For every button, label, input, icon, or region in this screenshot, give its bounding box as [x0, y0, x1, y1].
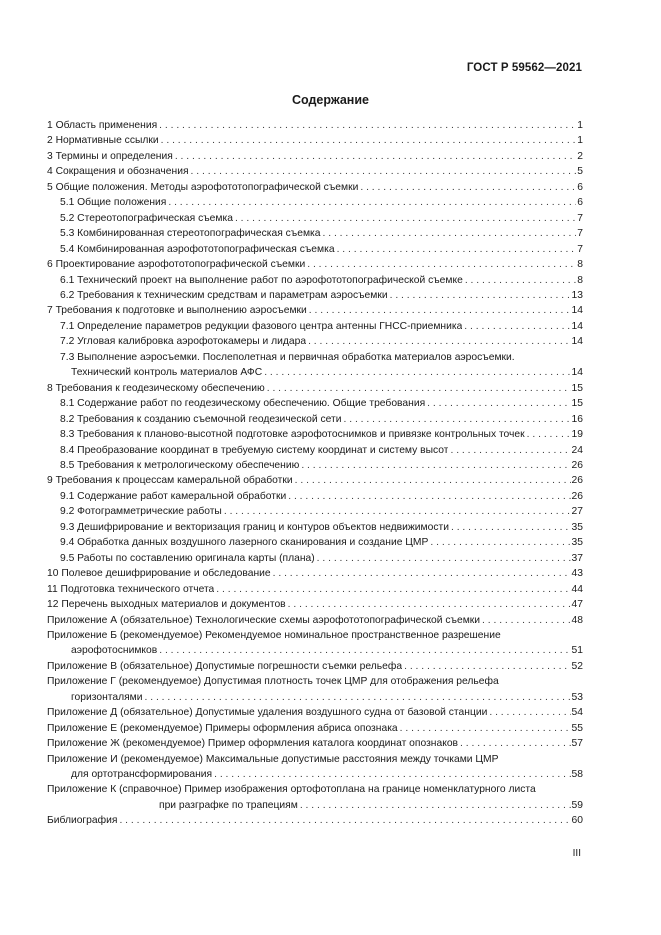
toc-entry-page: 19: [571, 429, 583, 441]
toc-entry-page: 43: [571, 568, 583, 580]
toc-entry-page: 54: [571, 707, 583, 719]
toc-entry-text: 9.5 Работы по составлению оригинала карты (плана): [60, 552, 315, 564]
toc-entry[interactable]: [47, 149, 583, 164]
toc-entry[interactable]: [47, 798, 583, 813]
toc-entry-page: 6: [577, 197, 583, 209]
toc-leader-dots: [451, 520, 571, 535]
toc-entry[interactable]: [47, 412, 583, 427]
toc-entry-page: 47: [571, 599, 583, 611]
toc-entry[interactable]: [47, 628, 583, 643]
toc-leader-dots: [273, 566, 571, 581]
toc-entry-text: 12 Перечень выходных материалов и документов: [47, 599, 286, 611]
toc-leader-dots: [175, 149, 576, 164]
toc-entry-text: Библиография: [47, 815, 118, 827]
toc-leader-dots: [427, 396, 570, 411]
toc-entry-text: Приложение Б (рекомендуемое) Рекомендуемое номинальное пространственное разрешение: [47, 629, 501, 641]
toc-entry-page: 6: [577, 181, 583, 193]
page-number: III: [572, 848, 581, 859]
toc-entry-page: 16: [571, 413, 583, 425]
toc-entry[interactable]: [47, 597, 583, 612]
toc-leader-dots: [216, 582, 570, 597]
toc-entry[interactable]: [47, 767, 583, 782]
toc-entry[interactable]: [47, 133, 583, 148]
toc-leader-dots: [191, 164, 577, 179]
toc-entry-text: 5.4 Комбинированная аэрофототопографическая съемка: [60, 243, 335, 255]
toc-entry-text: 5.1 Общие положения: [60, 197, 167, 209]
toc-entry[interactable]: [47, 535, 583, 550]
toc-entry-text: 5.3 Комбинированная стереотопографическая съемка: [60, 228, 321, 240]
toc-entry-text: 8.2 Требования к созданию съемочной геодезической сети: [60, 413, 342, 425]
toc-leader-dots: [527, 427, 571, 442]
toc-entry-page: 58: [571, 769, 583, 781]
toc-entry-page: 52: [571, 660, 583, 672]
toc-entry-page: 59: [571, 799, 583, 811]
toc-leader-dots: [400, 721, 571, 736]
toc-entry-text: аэрофотоснимков: [71, 645, 158, 657]
toc-entry-page: 48: [571, 614, 583, 626]
toc-entry-text: 1 Область применения: [47, 120, 158, 131]
toc-entry[interactable]: [47, 674, 583, 689]
toc-leader-dots: [337, 242, 577, 257]
toc-entry-text: 6 Проектирование аэрофототопографической съемки: [47, 259, 306, 271]
toc-entry-page: 35: [571, 521, 583, 533]
toc-leader-dots: [465, 273, 576, 288]
toc-entry[interactable]: [47, 242, 583, 257]
toc-entry-page: 5: [577, 166, 583, 178]
toc-entry-page: 7: [577, 228, 583, 240]
toc-entry-page: 15: [571, 398, 583, 410]
toc-leader-dots: [430, 535, 570, 550]
toc-entry[interactable]: [47, 443, 583, 458]
toc-leader-dots: [309, 303, 571, 318]
toc-entry-page: 35: [571, 537, 583, 549]
toc-entry-text: Приложение Г (рекомендуемое) Допустимая плотность точек ЦМР для отображения рельефа: [47, 676, 499, 688]
toc-entry-page: 8: [577, 259, 583, 271]
toc-entry-page: 8: [577, 274, 583, 286]
toc-leader-dots: [235, 211, 576, 226]
toc-entry-page: 14: [571, 320, 583, 332]
toc-entry-text: 6.2 Требования к техническим средствам и параметрам аэросъемки: [60, 289, 388, 301]
toc-entry-text: при разграфке по трапециям: [159, 799, 298, 811]
toc-entry-text: Приложение А (обязательное) Технологические схемы аэрофототопографической съемки: [47, 614, 481, 626]
toc-entry-text: 8.3 Требования к планово-высотной подготовке аэрофотоснимков и привязке контрольных точек: [60, 429, 525, 441]
toc-entry-text: 7.2 Угловая калибровка аэрофотокамеры и лидара: [60, 336, 307, 348]
toc-entry[interactable]: [47, 257, 583, 272]
toc-entry[interactable]: [47, 211, 583, 226]
toc-leader-dots: [300, 798, 571, 813]
toc-entry-text: 9.1 Содержание работ камеральной обработки: [60, 490, 287, 502]
toc-entry-page: 37: [571, 552, 583, 564]
toc-entry[interactable]: [47, 319, 583, 334]
toc-entry-text: 7 Требования к подготовке и выполнению аэросъемки: [47, 305, 307, 317]
toc-entry[interactable]: [47, 396, 583, 411]
toc-entry-text: 8 Требования к геодезическому обеспечению: [47, 382, 265, 394]
toc-entry-page: 7: [577, 212, 583, 224]
toc-entry-text: Приложение К (справочное) Пример изображения ортофотоплана на границе номенклатурного листа: [47, 784, 536, 796]
toc-entry-text: 9.4 Обработка данных воздушного лазерного сканирования и создание ЦМР: [60, 537, 429, 549]
toc-entry[interactable]: [47, 118, 583, 133]
toc-entry-text: горизонталями: [71, 691, 143, 703]
toc-entry[interactable]: [47, 613, 583, 628]
toc-entry-text: 4 Сокращения и обозначения: [47, 166, 189, 178]
toc-entry[interactable]: [47, 520, 583, 535]
toc-entry[interactable]: [47, 226, 583, 241]
toc-entry[interactable]: [47, 551, 583, 566]
toc-entry-page: 24: [571, 444, 583, 456]
toc-leader-dots: [482, 613, 570, 628]
toc-entry[interactable]: [47, 782, 583, 797]
toc-entry[interactable]: [47, 690, 583, 705]
toc-entry-page: 1: [577, 135, 583, 147]
toc-entry-text: 9.3 Дешифрирование и векторизация границ и контуров объектов недвижимости: [60, 521, 449, 533]
toc-leader-dots: [224, 504, 571, 519]
toc-entry[interactable]: [47, 752, 583, 767]
toc-entry[interactable]: [47, 303, 583, 318]
toc-leader-dots: [344, 412, 571, 427]
toc-entry-page: 57: [571, 738, 583, 750]
toc-entry-text: 8.5 Требования к метрологическому обеспечению: [60, 459, 300, 471]
toc-entry-page: 51: [571, 645, 583, 657]
toc-entry[interactable]: [47, 381, 583, 396]
toc-entry-text: Приложение В (обязательное) Допустимые погрешности съемки рельефа: [47, 660, 403, 672]
toc-entry[interactable]: [47, 164, 583, 179]
toc-leader-dots: [145, 690, 571, 705]
toc-entry-text: 8.4 Преобразование координат в требуемую систему координат и систему высот: [60, 444, 449, 456]
toc-leader-dots: [119, 813, 570, 828]
toc-leader-dots: [404, 659, 570, 674]
toc-entry[interactable]: [47, 582, 583, 597]
toc-entry-text: 9.2 Фотограмметрические работы: [60, 506, 222, 518]
toc-leader-dots: [489, 705, 570, 720]
toc-entry-text: Технический контроль материалов АФС: [71, 367, 263, 379]
toc-entry-text: 10 Полевое дешифрирование и обследование: [47, 568, 271, 580]
toc-entry-text: 5.2 Стереотопографическая съемка: [60, 212, 233, 224]
toc-entry-page: 53: [571, 691, 583, 703]
toc-entry[interactable]: [47, 659, 583, 674]
toc-entry-page: 26: [571, 459, 583, 471]
toc-entry-text: 2 Нормативные ссылки: [47, 135, 159, 147]
toc-leader-dots: [168, 195, 576, 210]
toc-entry-page: 14: [571, 305, 583, 317]
toc-leader-dots: [288, 489, 570, 504]
toc-entry[interactable]: [47, 273, 583, 288]
toc-entry-page: 1: [577, 120, 583, 131]
toc-leader-dots: [308, 334, 570, 349]
toc-entry-text: Приложение Е (рекомендуемое) Примеры оформления абриса опознака: [47, 722, 398, 734]
toc-entry[interactable]: [47, 489, 583, 504]
toc-leader-dots: [450, 443, 570, 458]
toc-leader-dots: [464, 319, 570, 334]
toc-leader-dots: [317, 551, 571, 566]
toc-leader-dots: [159, 118, 576, 133]
toc-entry[interactable]: [47, 504, 583, 519]
toc-entry[interactable]: [47, 643, 583, 658]
toc-entry-text: Приложение Д (обязательное) Допустимые удаления воздушного судна от базовой станции: [47, 707, 488, 719]
toc-leader-dots: [288, 597, 571, 612]
toc-entry[interactable]: [47, 566, 583, 581]
toc-entry-text: 3 Термины и определения: [47, 150, 173, 162]
toc-entry-text: для ортотрансформирования: [71, 769, 213, 781]
toc-entry[interactable]: [47, 721, 583, 736]
toc-entry-page: 2: [577, 150, 583, 162]
toc-entry-page: 15: [571, 382, 583, 394]
toc-entry-text: Приложение И (рекомендуемое) Максимальные допустимые расстояния между точками ЦМР: [47, 753, 499, 765]
toc-entry-text: 5 Общие положения. Методы аэрофототопографической съемки: [47, 181, 359, 193]
toc-entry-page: 55: [571, 722, 583, 734]
toc-entry-text: 7.1 Определение параметров редукции фазового центра антенны ГНСС-приемника: [60, 320, 463, 332]
toc-entry[interactable]: [47, 458, 583, 473]
toc-leader-dots: [307, 257, 576, 272]
table-of-contents: [47, 118, 583, 829]
toc-leader-dots: [360, 180, 576, 195]
toc-entry[interactable]: [47, 334, 583, 349]
toc-entry[interactable]: [47, 705, 583, 720]
toc-leader-dots: [460, 736, 571, 751]
toc-entry-page: 26: [571, 490, 583, 502]
toc-entry[interactable]: [47, 473, 583, 488]
toc-leader-dots: [295, 473, 571, 488]
toc-leader-dots: [267, 381, 571, 396]
toc-entry-text: Приложение Ж (рекомендуемое) Пример оформления каталога координат опознаков: [47, 738, 459, 750]
toc-entry-text: 11 Подготовка технического отчета: [47, 583, 215, 595]
toc-entry[interactable]: [47, 813, 583, 828]
toc-entry-page: 44: [571, 583, 583, 595]
toc-leader-dots: [323, 226, 577, 241]
document-code: ГОСТ Р 59562—2021: [466, 62, 582, 74]
toc-entry-text: 6.1 Технический проект на выполнение работ по аэрофототопографической съемке: [60, 274, 463, 286]
toc-entry[interactable]: [47, 195, 583, 210]
toc-entry-page: 60: [571, 815, 583, 827]
toc-entry[interactable]: [47, 736, 583, 751]
toc-entry-text: 9 Требования к процессам камеральной обработки: [47, 475, 293, 487]
toc-leader-dots: [214, 767, 570, 782]
toc-entry-page: 7: [577, 243, 583, 255]
toc-entry-text: 8.1 Содержание работ по геодезическому обеспечению. Общие требования: [60, 398, 426, 410]
toc-entry[interactable]: [47, 180, 583, 195]
toc-leader-dots: [390, 288, 571, 303]
toc-leader-dots: [264, 365, 570, 380]
toc-entry-page: 14: [571, 367, 583, 379]
toc-leader-dots: [301, 458, 570, 473]
toc-entry[interactable]: [47, 288, 583, 303]
toc-entry[interactable]: [47, 350, 583, 365]
toc-entry[interactable]: [47, 365, 583, 380]
toc-entry[interactable]: [47, 427, 583, 442]
toc-leader-dots: [159, 643, 570, 658]
toc-entry-page: 27: [571, 506, 583, 518]
toc-entry-page: 26: [571, 475, 583, 487]
toc-title: Содержание: [291, 93, 369, 107]
toc-entry-page: 13: [571, 289, 583, 301]
toc-entry-page: 14: [571, 336, 583, 348]
toc-leader-dots: [161, 133, 577, 148]
toc-entry-text: 7.3 Выполнение аэросъемки. Послеполетная и первичная обработка материалов аэросъемки.: [60, 351, 515, 363]
